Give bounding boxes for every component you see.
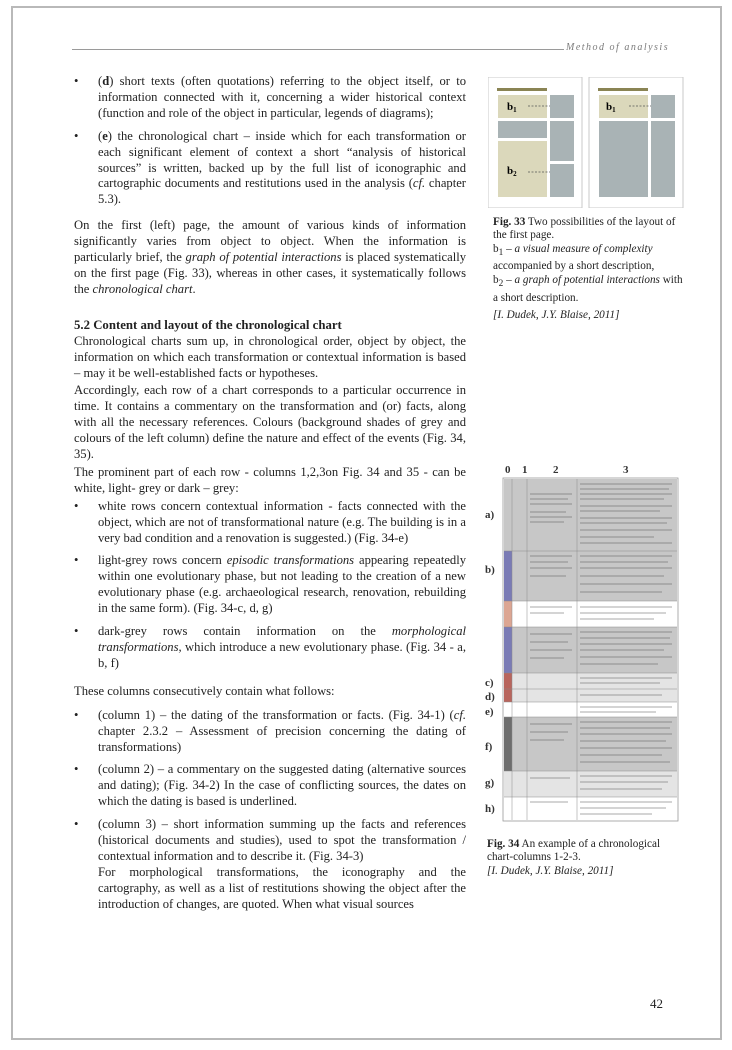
block [550,121,574,161]
figure-33-caption: Fig. 33 Two possibilities of the layout of the first page. $b_1$ – a visual measure of complexity accompanied by a short description, $b_2$ – a graph of potential interactions with a short description. [I. Dudek, J.Y. Blaise, 2011] [493,216,683,321]
page-number: 42 [650,996,663,1011]
header-rule [72,49,564,50]
block [498,121,547,138]
paragraph-first-page: On the first (left) page, the amount of various kinds of information significantly varies from object to object. When the information is particularly brief, the graph of potential interactions is placed systematically on the first page (Fig. 33), whereas in other cases, it systematically follows the chronological chart. [74,218,466,296]
bullet-light-grey-rows: • light-grey rows concern episodic transformations appearing repeatedly within one evolutionary phase, but not leading to the creation of a new evolutionary phase (e.g. archaeological research, renovation, rebuilding in the same form). (Fig. 34-c, d, g) [74,553,467,616]
row-label-a: a) [485,509,495,521]
row-label-g: g) [485,777,495,789]
figure-34 [484,462,680,827]
title-bar [598,88,648,91]
label-b1: b1 [606,101,616,114]
bullet-e: • (e) the chronological chart – inside which for each transformation or each significant element of context a short “analysis of historical sources” is written, backed up by the full list of iconographic and cartographic documents and restitutions used in the analysis (cf. chapter 5.3). [74,128,466,207]
bullet-marker: • [74,74,79,88]
figure-34-caption: Fig. 34 An example of a chronological chart-columns 1-2-3. [I. Dudek, J.Y. Blaise, 2011] [487,838,661,877]
bullet-marker: • [74,128,79,143]
row-label-b: b) [485,564,495,576]
paragraph-indented: For morphological transformations, the iconography and the cartography, as well as a list of restitutions showing the object after the introduction of changes, are quoted. When what visual sources [98,864,466,911]
row-label-f: f) [485,741,493,753]
figure-33 [488,77,684,208]
main-column [74,74,466,919]
paragraph: Accordingly, each row of a chart corresponds to a particular occurrence in time. It contains a commentary on the transformation and (or) facts, along with all the necessary references. Colours (background shades of grey and colours of the left column) define the nature and effect of the events (Fig. 34, 35). [74,383,466,462]
label-b1: b1 [507,101,517,114]
graph-box-b2 [498,141,547,197]
bullet-column-1: • (column 1) – the dating of the transformation or facts. (Fig. 34-1) (cf. chapter 2.3.2 – Assessment of precision concerning the dating of transformations) [74,707,466,754]
paragraph: These columns consecutively contain what follows: [74,683,335,698]
bullet-white-rows: • white rows concern contextual information - facts connected with the object, which are not of transformational nature (e.g. The building is in a very bad condition and a renovation is suggested.) (Fig. 34-e) [74,498,466,545]
block [550,164,574,197]
col-label-1: 1 [522,464,528,476]
row-label-c: c) [485,677,494,689]
label-b2: b2 [507,165,517,178]
block [651,95,675,118]
section-heading: 5.2 Content and layout of the chronological chart [74,317,342,332]
paragraph: Chronological charts sum up, in chronological order, object by object, the information on which each transformation or contextual information is based – may it be well-established facts or hypotheses. [74,333,466,380]
col-label-0: 0 [505,464,511,476]
row-label-h: h) [485,803,495,815]
complexity-box-b1 [498,95,547,118]
bullet-d: • (d) short texts (often quotations) referring to the object itself, or to information connected with it, concerning a wider historical context (function and role of the object in particular, legends of diagrams); [74,74,466,120]
row-label-e: e) [485,706,494,718]
row-label-d: d) [485,691,495,703]
block [599,121,648,197]
bullet-dark-grey-rows: • dark-grey rows contain information on the morphological transformations, which introduce a new evolutionary phase. (Fig. 34 - a, b, f) [74,624,466,670]
block [550,95,574,118]
bullet-column-3: • (column 3) – short information summing up the facts and references (historical documents and studies), used to spot the transformation / contextual information and to describe it. (Fig. 34-3) [74,817,466,863]
block [651,121,675,197]
col-label-2: 2 [553,464,559,476]
col-label-3: 3 [623,464,629,476]
title-bar [497,88,547,91]
paragraph: The prominent part of each row - columns 1,2,3on Fig. 34 and 35 - can be white, light- grey or dark – grey: [74,464,466,495]
credit: [I. Dudek, J.Y. Blaise, 2011] [493,308,620,321]
credit: [I. Dudek, J.Y. Blaise, 2011] [487,864,614,877]
bullet-column-2: • (column 2) – a commentary on the suggested dating (alternative sources and dating); (Fig. 34-2) In the case of conflicting sources, the dates on which the dating is based is underlined. [74,762,466,809]
running-header: Method of analysis [566,42,670,53]
